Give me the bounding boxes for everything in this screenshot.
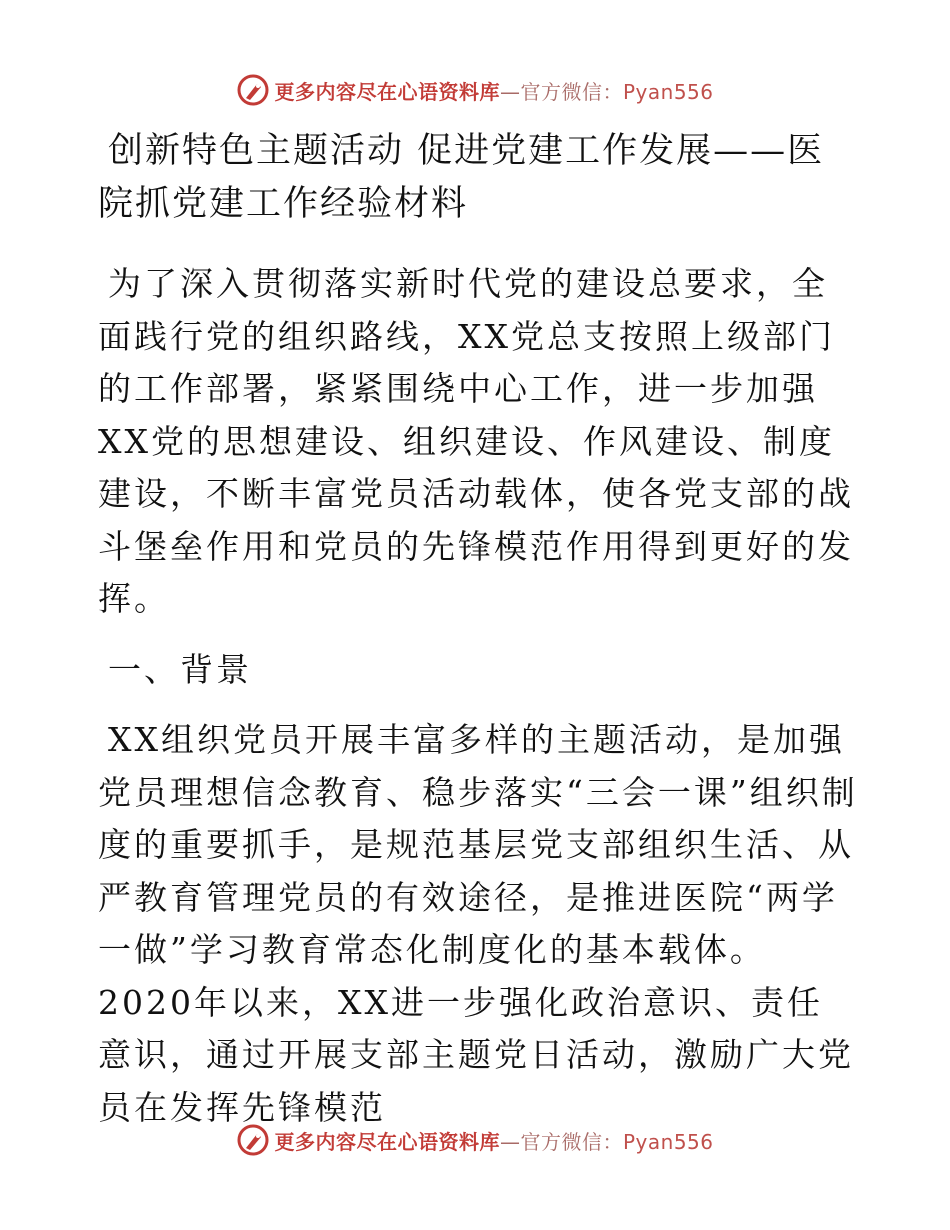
watermark-label: 官方微信： [520,79,623,104]
watermark-banner-bottom [0,1120,950,1160]
pen-nib-circle-icon [236,73,270,107]
watermark-brand: 更多内容尽在心语资料库 [274,79,500,104]
watermark-account: Pyan556 [622,79,714,104]
watermark-brand: 更多内容尽在心语资料库 [274,1129,500,1154]
section-heading: 一、背景 [108,649,252,689]
watermark-text [274,76,713,105]
watermark-label: 官方微信： [520,1129,623,1154]
watermark-text [274,1126,713,1155]
watermark-separator: — [499,79,521,104]
watermark-separator: — [499,1129,521,1154]
watermark-banner-top [0,70,950,110]
document-body [98,125,858,1134]
pen-nib-circle-icon [236,1123,270,1157]
document-title: 创新特色主题活动 促进党建工作发展——医院抓党建工作经验材料 [98,131,825,224]
intro-paragraph: 为了深入贯彻落实新时代党的建设总要求，全面践行党的组织路线，XX党总支按照上级部门的工作部署，紧紧围绕中心工作，进一步加强XX党的思想建设、组织建设、作风建设、制度建设，不断丰富党员活动载体，使各党支部的战斗堡垒作用和党员的先锋模范作用得到更好的发挥。 [98,264,854,618]
section-paragraph: XX组织党员开展丰富多样的主题活动，是加强党员理想信念教育、稳步落实“三会一课”组织制度的重要抓手，是规范基层党支部组织生活、从严教育管理党员的有效途径，是推进医院“两学一做”学习教育常态化制度化的基本载体。2020年以来，XX进一步强化政治意识、责任意识，通过开展支部主题党日活动，激励广大党员在发挥先锋模范 [98,720,858,1127]
watermark-account: Pyan556 [622,1129,714,1154]
